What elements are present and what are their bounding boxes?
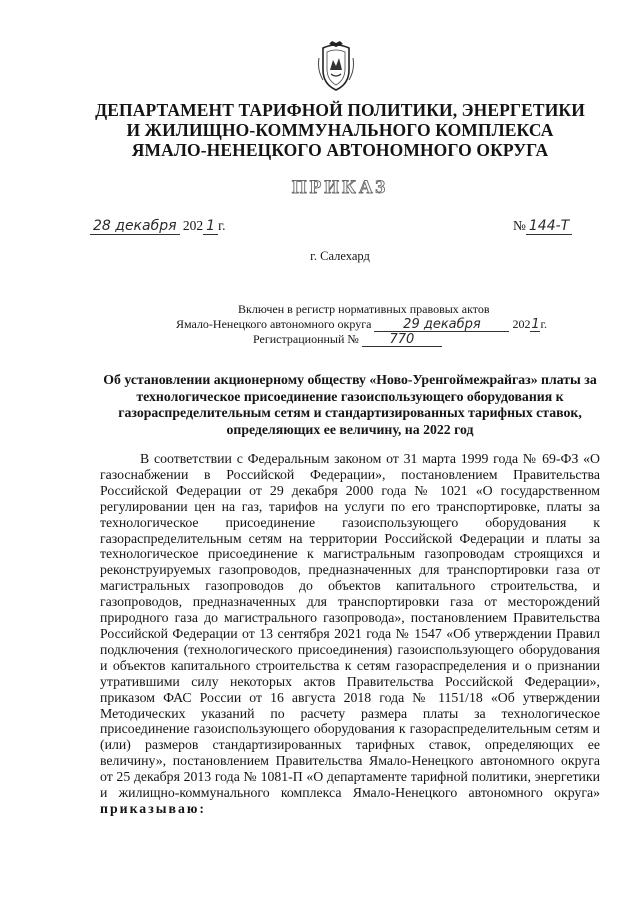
city: г. Салехард (310, 249, 370, 263)
registration-line-3 (176, 332, 576, 347)
order-number-handwritten: 144-Т (526, 218, 572, 235)
body-text: В соответствии с Федеральным законом от 31 марта 1999 года № 69-ФЗ «О газоснабжении в Российской Федерации», постановлением Правительства Российской Федерации от 29 декабря 2000 года № 1021 «О государственном регулировании цен на газ, тарифов на услуги по его транспортировке, платы за технологическое присоединение газоиспользующего оборудования к газораспределительным сетям на территории Российской Федерации и платы за технологическое присоединение к магистральным газопроводам строящихся и реконструируемых газопроводов, предназначенных для транспортировки газа от магистральных газопроводов до объектов капитального строительства, и газопроводов, предназначенных для транспортировки газа от месторождений природного газа до магистрального газопровода», постановлением Правительства Российской Федерации от 13 сентября 2021 года № 1547 «Об утверждении Правил подключения (технологического присоединения) газоиспользующего оборудования и объектов капитального строительства к сетям газораспределения и о признании утратившими силу некоторых актов Правительства Российской Федерации», приказом ФАС России от 16 августа 2018 года № 1151/18 «Об утверждении Методических указаний по расчету размера платы за технологическое присоединение газоиспользующего оборудования к газораспределительным сетям и (или) размеров стандартизированных тарифных ставок, определяющих ее величину», постановлением Правительства Ямало-Ненецкого автономного округа от 25 декабря 2013 года № 1081-П «О департаменте тарифной политики, энергетики и жилищно-коммунального комплекса Ямало-Ненецкого автономного округа» (100, 451, 600, 801)
department-line-1: ДЕПАРТАМЕНТ ТАРИФНОЙ ПОЛИТИКИ, ЭНЕРГЕТИКИ (95, 100, 585, 120)
department-line-3: ЯМАЛО-НЕНЕЦКОГО АВТОНОМНОГО ОКРУГА (131, 140, 549, 160)
order-year-prefix: 202 (182, 218, 204, 233)
registration-date-handwritten: 29 декабря (374, 318, 509, 332)
order-title: Об установлении акционерному обществу «Ново-Уренгоймежрайгаз» платы за технологическое присоединение газоиспользующего оборудования к газораспределительным сетям и стандартизированных тарифных ставок, определяющих ее величину, на 2022 год (103, 372, 597, 437)
registration-line-2 (176, 317, 576, 332)
order-date-handwritten: 28 декабря (90, 218, 180, 235)
department-name (80, 100, 600, 160)
registration-year-handwritten: 1 (531, 317, 540, 332)
registration-number-handwritten: 770 (362, 333, 442, 347)
closing-word: приказываю: (100, 800, 207, 816)
order-number (513, 218, 572, 234)
order-date (90, 218, 225, 234)
registration-year-prefix: 202 (512, 317, 531, 331)
coat-of-arms-icon (315, 40, 357, 94)
order-heading: ПРИКАЗ (291, 177, 389, 198)
order-number-prefix: № (513, 218, 526, 233)
department-line-2: И ЖИЛИЩНО-КОММУНАЛЬНОГО КОМПЛЕКСА (126, 120, 554, 140)
registration-line-1: Включен в регистр нормативных правовых актов (238, 302, 490, 316)
registration-line-2-prefix: Ямало-Ненецкого автономного округа (176, 317, 372, 331)
registration-number-prefix: Регистрационный № (253, 332, 359, 346)
order-year-handwritten: 1 (203, 218, 218, 235)
order-year-suffix: г. (218, 218, 226, 233)
registration-stamp (176, 302, 576, 347)
registration-year-suffix: г. (540, 317, 548, 331)
body-paragraph (100, 451, 600, 817)
